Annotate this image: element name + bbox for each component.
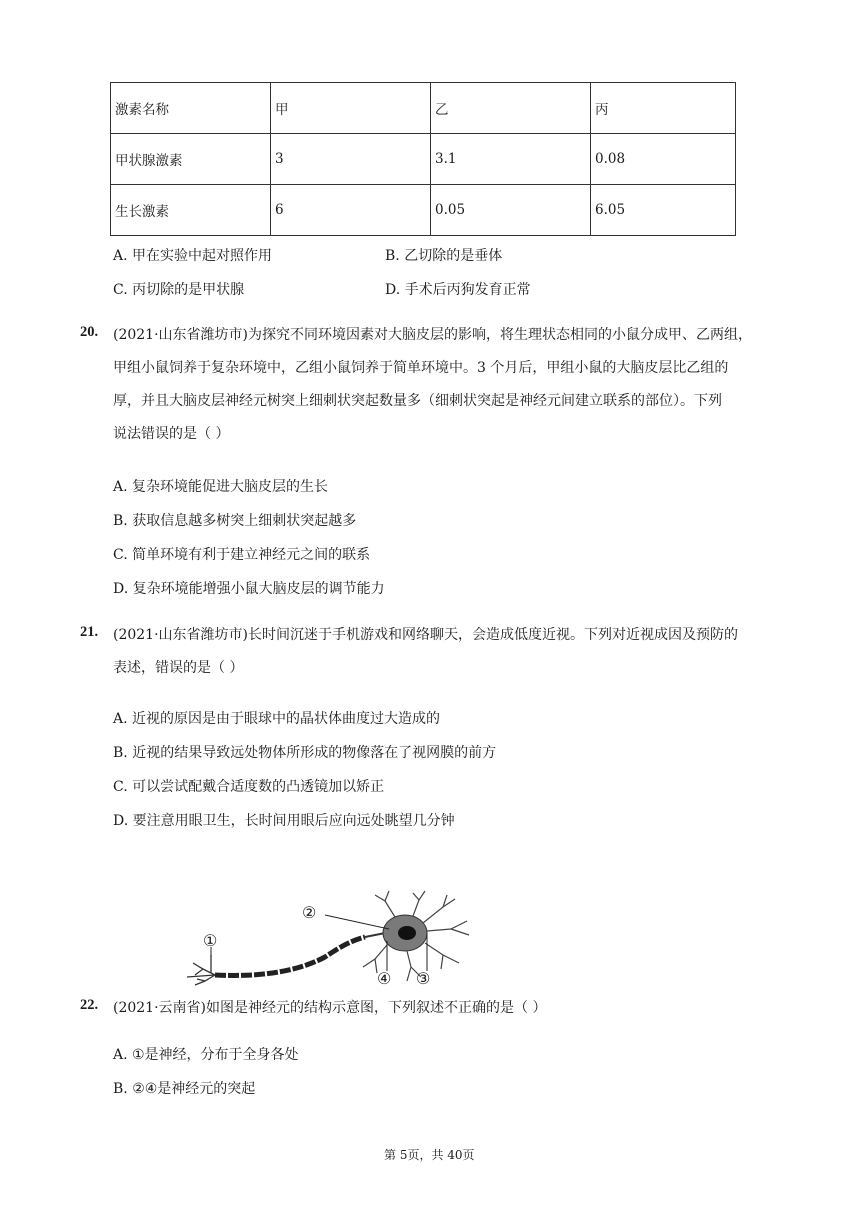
q20-line: 甲组小鼠饲养于复杂环境中，乙组小鼠饲养于简单环境中。3 个月后，甲组小鼠的大脑皮层比乙组的 bbox=[113, 360, 729, 376]
axon-terminals bbox=[187, 955, 215, 985]
label-3: ③ bbox=[416, 969, 431, 988]
table-cell: 3 bbox=[271, 134, 431, 185]
q19-option-a: A. 甲在实验中起对照作用 bbox=[113, 248, 273, 264]
table-cell: 6 bbox=[271, 185, 431, 236]
q22-option-a: A. ①是神经，分布于全身各处 bbox=[113, 1047, 299, 1063]
table-row bbox=[111, 134, 736, 185]
table-header-cell: 丙 bbox=[591, 83, 736, 134]
q20-number: 20. bbox=[80, 324, 99, 340]
label-2: ② bbox=[302, 903, 317, 922]
table-cell: 0.05 bbox=[431, 185, 591, 236]
table-header-cell: 激素名称 bbox=[111, 83, 271, 134]
axon-hillock bbox=[365, 933, 385, 937]
table-cell: 生长激素 bbox=[111, 185, 271, 236]
q21-number: 21. bbox=[80, 624, 99, 640]
q21-option-a: A. 近视的原因是由于眼球中的晶状体曲度过大造成的 bbox=[113, 711, 441, 727]
label-4: ④ bbox=[377, 969, 392, 988]
q20-option-c: C. 简单环境有利于建立神经元之间的联系 bbox=[113, 547, 371, 563]
q22-line: (2021·云南省)如图是神经元的结构示意图，下列叙述不正确的是（ ） bbox=[113, 1000, 547, 1016]
q21-option-b: B. 近视的结果导致远处物体所形成的物像落在了视网膜的前方 bbox=[113, 745, 497, 761]
page-footer: 第 5页，共 40页 bbox=[384, 1148, 475, 1162]
table-header-cell: 甲 bbox=[271, 83, 431, 134]
table-cell: 3.1 bbox=[431, 134, 591, 185]
table-cell: 0.08 bbox=[591, 134, 736, 185]
table-cell: 甲状腺激素 bbox=[111, 134, 271, 185]
myelinated-axon bbox=[215, 937, 365, 975]
q21-line: 表述，错误的是（ ） bbox=[113, 660, 244, 676]
q21-option-d: D. 要注意用眼卫生，长时间用眼后应向远处眺望几分钟 bbox=[113, 813, 455, 829]
table-header-cell: 乙 bbox=[431, 83, 591, 134]
table-row bbox=[111, 185, 736, 236]
q19-option-b: B. 乙切除的是垂体 bbox=[385, 248, 503, 264]
q20-line: 厚，并且大脑皮层神经元树突上细刺状突起数量多（细刺状突起是神经元间建立联系的部位）。下列 bbox=[113, 393, 722, 409]
q20-line: (2021·山东省潍坊市)为探究不同环境因素对大脑皮层的影响，将生理状态相同的小鼠分成甲、乙两组， bbox=[113, 327, 753, 343]
q22-option-b: B. ②④是神经元的突起 bbox=[113, 1081, 256, 1097]
q21-line: (2021·山东省潍坊市)长时间沉迷于手机游戏和网络聊天，会造成低度近视。下列对近视成因及预防的 bbox=[113, 627, 739, 643]
table-cell: 6.05 bbox=[591, 185, 736, 236]
q20-line: 说法错误的是（ ） bbox=[113, 426, 230, 442]
neuron-diagram bbox=[175, 885, 495, 990]
q19-option-d: D. 手术后丙狗发育正常 bbox=[385, 282, 531, 298]
table-header-row bbox=[111, 83, 736, 134]
nucleus bbox=[398, 926, 416, 940]
q21-option-c: C. 可以尝试配戴合适度数的凸透镜加以矫正 bbox=[113, 779, 385, 795]
hormone-table bbox=[110, 82, 736, 236]
label-1: ① bbox=[203, 931, 218, 950]
q20-option-b: B. 获取信息越多树突上细刺状突起越多 bbox=[113, 513, 357, 529]
q22-number: 22. bbox=[80, 997, 99, 1013]
q20-option-a: A. 复杂环境能促进大脑皮层的生长 bbox=[113, 479, 329, 495]
q19-option-c: C. 丙切除的是甲状腺 bbox=[113, 282, 245, 298]
q20-option-d: D. 复杂环境能增强小鼠大脑皮层的调节能力 bbox=[113, 581, 385, 597]
